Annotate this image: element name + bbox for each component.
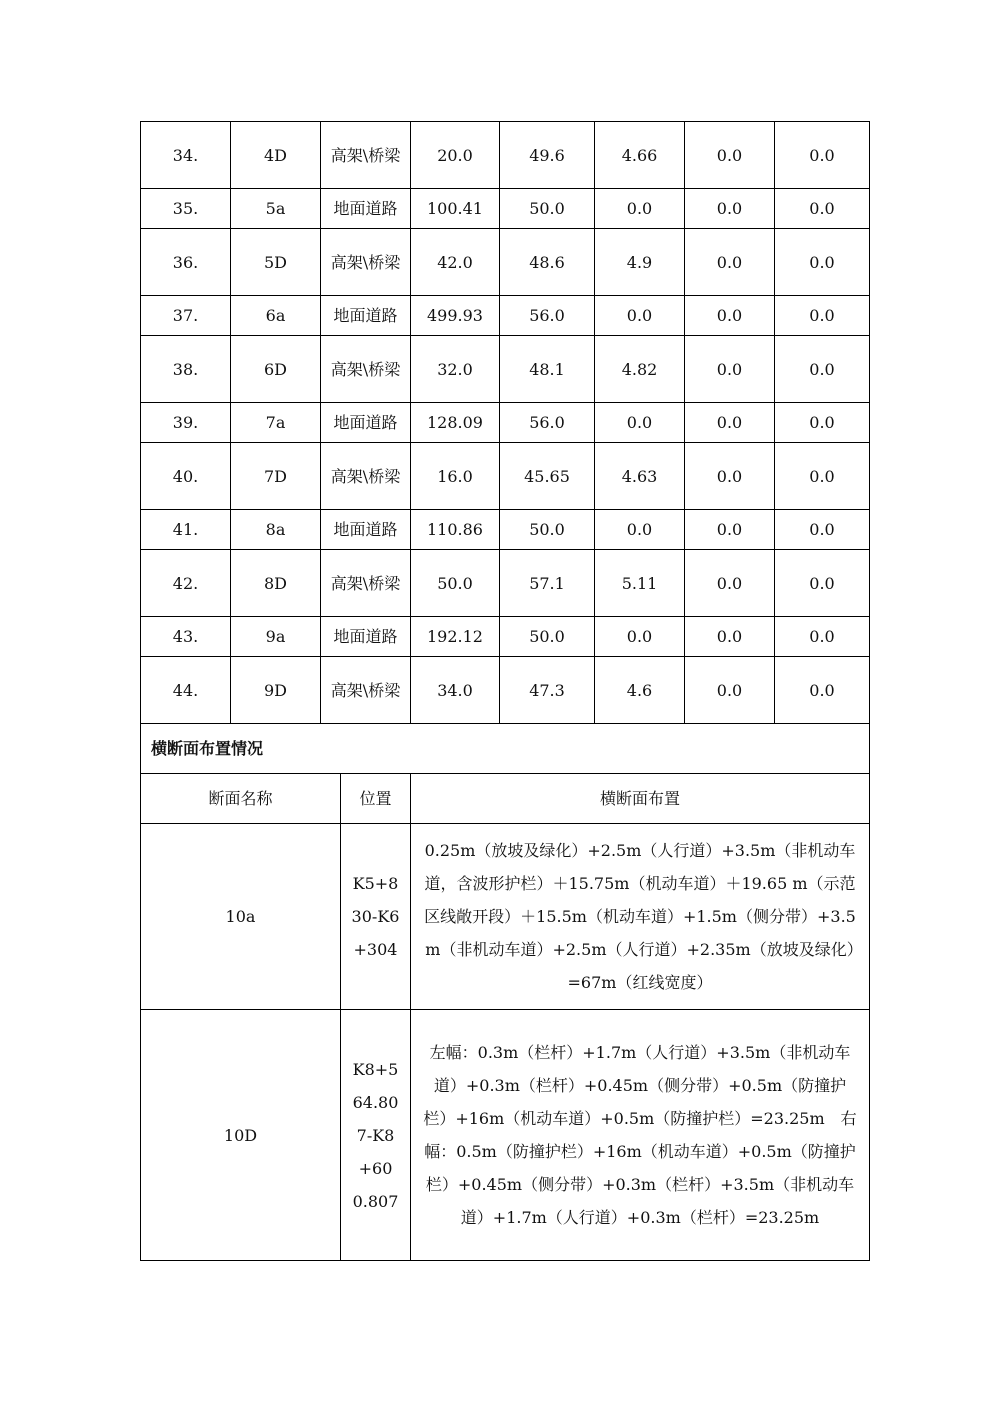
value-1: 100.41 [411,189,500,229]
value-3: 0.0 [595,617,685,657]
table-row [141,657,870,724]
section-item-layout: 0.25m（放坡及绿化）+2.5m（人行道）+3.5m（非机动车道，含波形护栏）＋15.75m（机动车道）＋19.65 m（示范区线敞开段）＋15.5m（机动车道）+1.5m（侧分带）+3.5m（非机动车道）+2.5m（人行道）+2.35m（放坡及绿化）=67m（红线宽度） [411,824,870,1010]
section-code: 8D [231,550,321,617]
value-2: 56.0 [500,296,595,336]
road-type: 高架\桥梁 [321,443,411,510]
value-3: 4.6 [595,657,685,724]
value-4: 0.0 [685,122,775,189]
value-4: 0.0 [685,617,775,657]
value-5: 0.0 [775,336,870,403]
header-section-name: 断面名称 [141,774,341,824]
value-3: 4.66 [595,122,685,189]
value-3: 5.11 [595,550,685,617]
section-code: 8a [231,510,321,550]
row-number: 44. [141,657,231,724]
value-5: 0.0 [775,296,870,336]
value-5: 0.0 [775,122,870,189]
road-type: 地面道路 [321,296,411,336]
section-code: 6D [231,336,321,403]
road-type: 高架\桥梁 [321,122,411,189]
value-2: 45.65 [500,443,595,510]
section-item-position: K8+564.807-K8+600.807 [341,1010,411,1261]
value-1: 32.0 [411,336,500,403]
value-3: 4.82 [595,336,685,403]
value-1: 16.0 [411,443,500,510]
value-2: 48.6 [500,229,595,296]
section-item-row [141,824,870,1010]
road-type: 地面道路 [321,403,411,443]
value-1: 110.86 [411,510,500,550]
value-4: 0.0 [685,510,775,550]
value-5: 0.0 [775,657,870,724]
section-code: 5a [231,189,321,229]
value-5: 0.0 [775,617,870,657]
value-4: 0.0 [685,336,775,403]
value-3: 4.9 [595,229,685,296]
section-item-name: 10a [141,824,341,1010]
road-type: 地面道路 [321,510,411,550]
section-header-row [141,774,870,824]
header-layout: 横断面布置 [411,774,870,824]
section-code: 4D [231,122,321,189]
value-5: 0.0 [775,229,870,296]
table-row [141,122,870,189]
table-row [141,617,870,657]
table-row [141,403,870,443]
row-number: 36. [141,229,231,296]
value-2: 57.1 [500,550,595,617]
road-type: 地面道路 [321,189,411,229]
value-5: 0.0 [775,443,870,510]
table-row [141,443,870,510]
section-code: 5D [231,229,321,296]
data-rows [141,122,870,1261]
document-page [140,121,859,1261]
value-1: 192.12 [411,617,500,657]
value-2: 56.0 [500,403,595,443]
value-2: 50.0 [500,617,595,657]
section-title: 横断面布置情况 [141,724,870,774]
value-3: 0.0 [595,296,685,336]
value-2: 47.3 [500,657,595,724]
value-3: 0.0 [595,403,685,443]
table-row [141,336,870,403]
section-title-row [141,724,870,774]
table-row [141,189,870,229]
value-4: 0.0 [685,443,775,510]
value-4: 0.0 [685,189,775,229]
value-3: 0.0 [595,189,685,229]
value-1: 20.0 [411,122,500,189]
value-4: 0.0 [685,657,775,724]
value-3: 0.0 [595,510,685,550]
value-3: 4.63 [595,443,685,510]
row-number: 34. [141,122,231,189]
section-code: 9a [231,617,321,657]
value-5: 0.0 [775,550,870,617]
section-code: 9D [231,657,321,724]
value-4: 0.0 [685,550,775,617]
road-type: 高架\桥梁 [321,657,411,724]
road-type: 地面道路 [321,617,411,657]
table-row [141,550,870,617]
row-number: 42. [141,550,231,617]
table-row [141,296,870,336]
section-code: 6a [231,296,321,336]
row-number: 38. [141,336,231,403]
value-2: 48.1 [500,336,595,403]
value-1: 42.0 [411,229,500,296]
header-position: 位置 [341,774,411,824]
value-5: 0.0 [775,510,870,550]
table-row [141,229,870,296]
value-5: 0.0 [775,189,870,229]
row-number: 39. [141,403,231,443]
value-2: 50.0 [500,510,595,550]
section-code: 7D [231,443,321,510]
road-section-table [140,121,870,1261]
section-code: 7a [231,403,321,443]
road-type: 高架\桥梁 [321,336,411,403]
row-number: 43. [141,617,231,657]
row-number: 40. [141,443,231,510]
road-type: 高架\桥梁 [321,229,411,296]
value-5: 0.0 [775,403,870,443]
value-1: 50.0 [411,550,500,617]
value-4: 0.0 [685,403,775,443]
section-item-layout: 左幅：0.3m（栏杆）+1.7m（人行道）+3.5m（非机动车道）+0.3m（栏杆）+0.45m（侧分带）+0.5m（防撞护栏）+16m（机动车道）+0.5m（防撞护栏）=23.25m 右幅：0.5m（防撞护栏）+16m（机动车道）+0.5m（防撞护栏）+0.45m（侧分带）+0.3m（栏杆）+3.5m（非机动车道）+1.7m（人行道）+0.3m（栏杆）=23.25m [411,1010,870,1261]
value-1: 499.93 [411,296,500,336]
section-item-name: 10D [141,1010,341,1261]
section-item-position: K5+830-K6+304 [341,824,411,1010]
value-2: 49.6 [500,122,595,189]
value-1: 128.09 [411,403,500,443]
value-1: 34.0 [411,657,500,724]
row-number: 37. [141,296,231,336]
value-2: 50.0 [500,189,595,229]
row-number: 35. [141,189,231,229]
row-number: 41. [141,510,231,550]
value-4: 0.0 [685,296,775,336]
value-4: 0.0 [685,229,775,296]
table-row [141,510,870,550]
road-type: 高架\桥梁 [321,550,411,617]
section-item-row [141,1010,870,1261]
